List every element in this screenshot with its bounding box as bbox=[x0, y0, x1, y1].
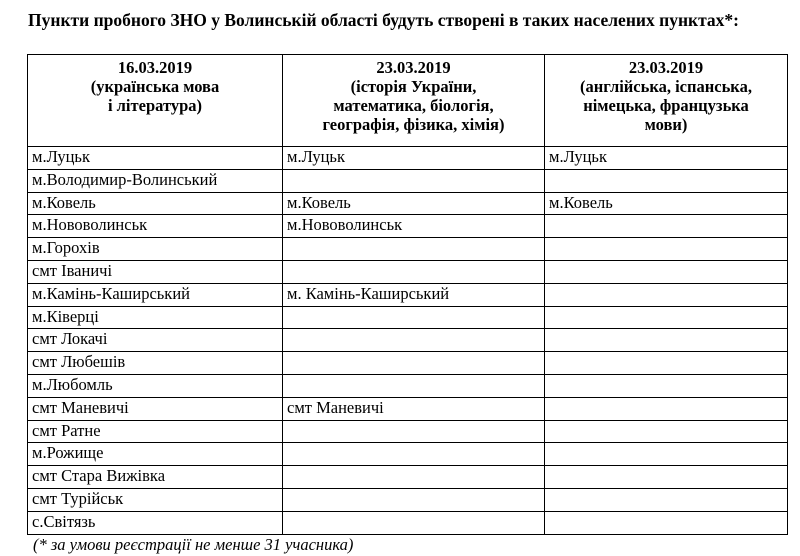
header-subjects: мови) bbox=[644, 115, 688, 134]
header-subjects: і література) bbox=[107, 96, 203, 115]
table-cell: с.Світязь bbox=[28, 511, 283, 534]
table-header-row bbox=[28, 55, 788, 147]
table-cell: м.Горохів bbox=[28, 238, 283, 261]
table-row bbox=[28, 352, 788, 375]
table-cell bbox=[283, 329, 545, 352]
table-row bbox=[28, 192, 788, 215]
header-subjects: географія, фізика, хімія) bbox=[322, 115, 505, 134]
table-cell bbox=[283, 169, 545, 192]
table-cell bbox=[545, 169, 788, 192]
header-subjects: (українська мова bbox=[90, 77, 220, 96]
table-cell bbox=[283, 466, 545, 489]
table-row bbox=[28, 283, 788, 306]
table-cell bbox=[283, 443, 545, 466]
table-cell bbox=[545, 329, 788, 352]
table-cell bbox=[545, 397, 788, 420]
table-cell: м.Ковель bbox=[545, 192, 788, 215]
zno-locations-table bbox=[27, 54, 788, 535]
table-cell: смт Маневичі bbox=[283, 397, 545, 420]
table-cell bbox=[283, 352, 545, 375]
table-cell: смт Турійськ bbox=[28, 488, 283, 511]
header-col-3 bbox=[545, 55, 788, 147]
table-cell: смт Маневичі bbox=[28, 397, 283, 420]
table-cell bbox=[545, 283, 788, 306]
table-cell: смт Любешів bbox=[28, 352, 283, 375]
table-row bbox=[28, 443, 788, 466]
table-row bbox=[28, 260, 788, 283]
table-cell: м.Ковель bbox=[283, 192, 545, 215]
table-cell bbox=[283, 306, 545, 329]
table-cell: м.Нововолинськ bbox=[283, 215, 545, 238]
header-date: 23.03.2019 bbox=[628, 58, 704, 77]
table-row bbox=[28, 147, 788, 170]
table-cell: м.Рожище bbox=[28, 443, 283, 466]
table-cell: м. Камінь-Каширський bbox=[283, 283, 545, 306]
table-row bbox=[28, 306, 788, 329]
table-cell bbox=[545, 374, 788, 397]
table-row bbox=[28, 169, 788, 192]
header-date: 16.03.2019 bbox=[117, 58, 193, 77]
table-cell bbox=[545, 443, 788, 466]
table-row bbox=[28, 215, 788, 238]
table-cell bbox=[283, 374, 545, 397]
table-cell bbox=[545, 420, 788, 443]
header-subjects: німецька, французька bbox=[583, 96, 749, 115]
table-cell: м.Луцьк bbox=[283, 147, 545, 170]
table-cell: смт Ратне bbox=[28, 420, 283, 443]
table-cell bbox=[545, 488, 788, 511]
table-cell bbox=[283, 260, 545, 283]
table-cell bbox=[283, 511, 545, 534]
header-date: 23.03.2019 bbox=[376, 58, 451, 77]
table-cell bbox=[545, 352, 788, 375]
table-body bbox=[28, 147, 788, 535]
document-heading: Пункти пробного ЗНО у Волинській області будуть створені в таких населених пунктах*: bbox=[28, 10, 740, 30]
table-cell: м.Луцьк bbox=[28, 147, 283, 170]
header-col-1 bbox=[28, 55, 283, 147]
table-cell: м.Камінь-Каширський bbox=[28, 283, 283, 306]
table-row bbox=[28, 466, 788, 489]
table-cell: м.Ковель bbox=[28, 192, 283, 215]
table-row bbox=[28, 420, 788, 443]
table-cell bbox=[545, 215, 788, 238]
table-cell: м.Любомль bbox=[28, 374, 283, 397]
table-cell: смт Стара Вижівка bbox=[28, 466, 283, 489]
header-col-2 bbox=[283, 55, 545, 147]
footnote: (* за умови реєстрації не менше 31 учасника) bbox=[33, 535, 354, 554]
table-cell: м.Ківерці bbox=[28, 306, 283, 329]
table-cell bbox=[283, 420, 545, 443]
table-cell: смт Локачі bbox=[28, 329, 283, 352]
table-cell bbox=[545, 306, 788, 329]
table-row bbox=[28, 374, 788, 397]
table-cell bbox=[283, 238, 545, 261]
table-cell: смт Іваничі bbox=[28, 260, 283, 283]
table-cell bbox=[545, 511, 788, 534]
header-subjects: математика, біологія, bbox=[333, 96, 494, 115]
table-row bbox=[28, 238, 788, 261]
table-cell bbox=[283, 488, 545, 511]
header-subjects: (англійська, іспанська, bbox=[580, 77, 752, 96]
table-cell bbox=[545, 260, 788, 283]
table-cell: м.Луцьк bbox=[545, 147, 788, 170]
table-row bbox=[28, 329, 788, 352]
table-row bbox=[28, 511, 788, 534]
table-cell bbox=[545, 466, 788, 489]
table-cell: м.Нововолинськ bbox=[28, 215, 283, 238]
table-row bbox=[28, 488, 788, 511]
table-cell bbox=[545, 238, 788, 261]
table-cell: м.Володимир-Волинський bbox=[28, 169, 283, 192]
header-subjects: (історія України, bbox=[350, 77, 477, 96]
table-row bbox=[28, 397, 788, 420]
